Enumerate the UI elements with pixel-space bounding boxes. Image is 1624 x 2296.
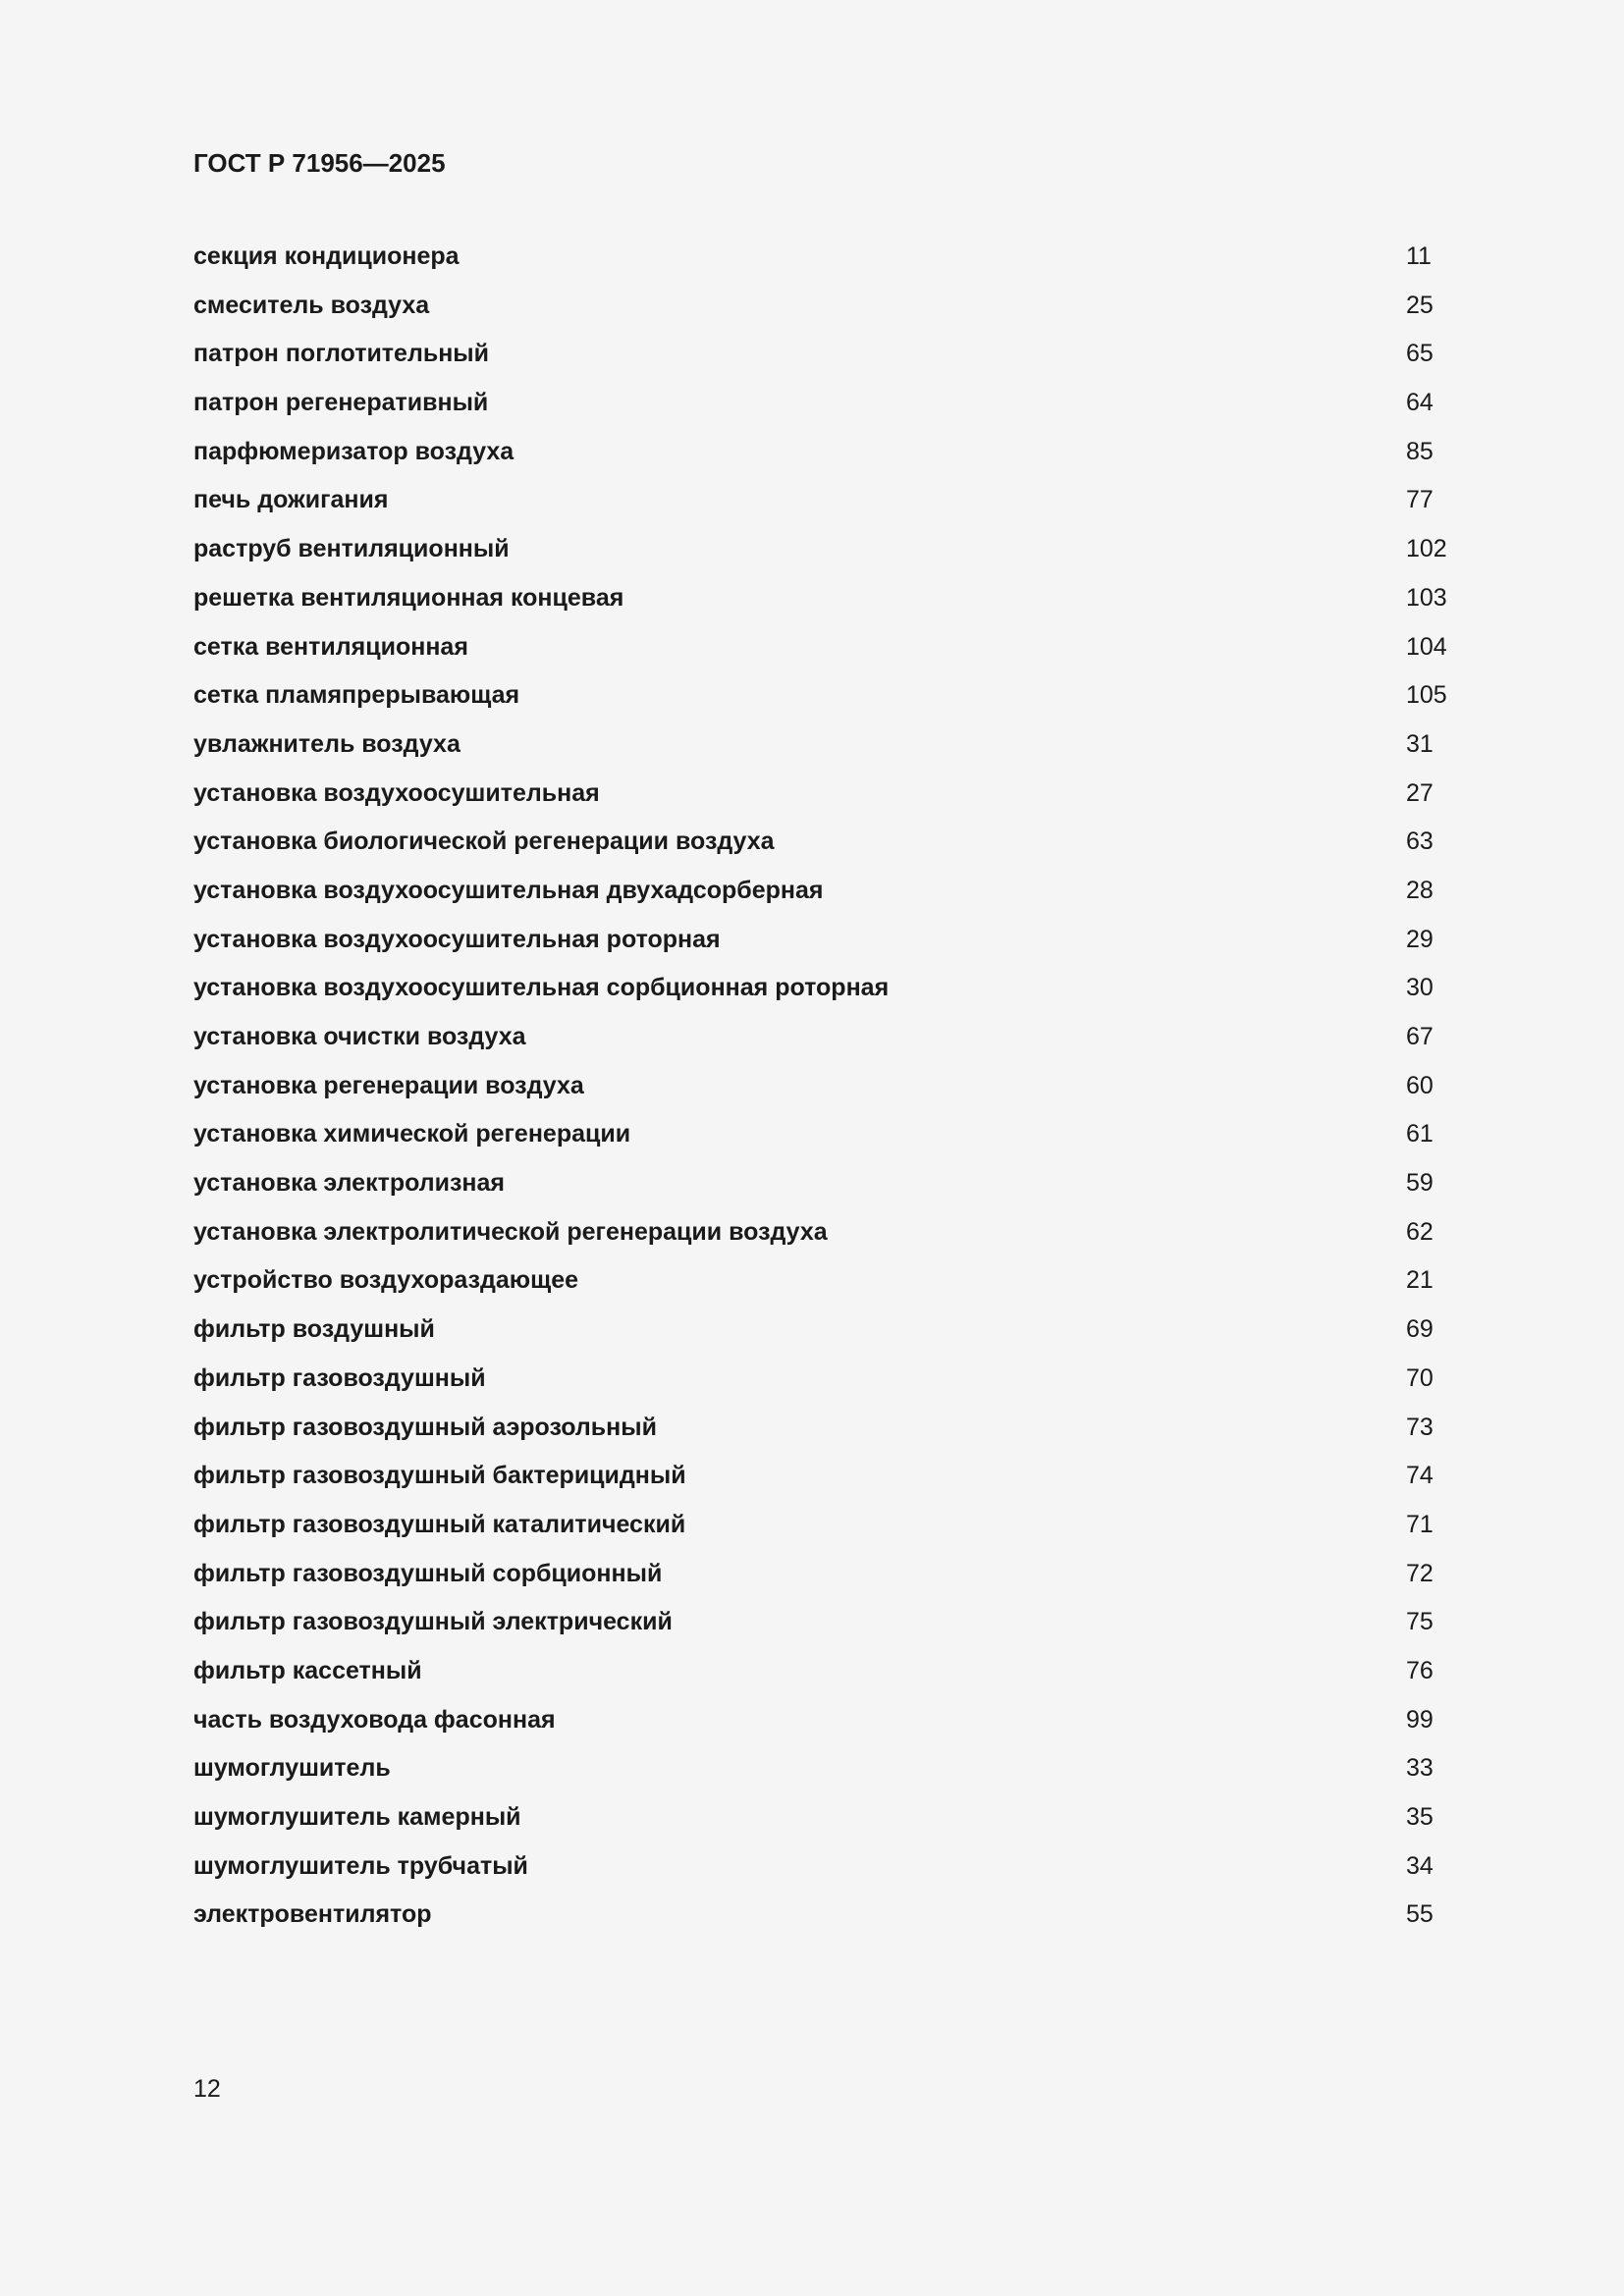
index-reference-number: 60 — [1406, 1071, 1434, 1099]
index-reference-number: 62 — [1406, 1217, 1434, 1246]
index-reference-number: 59 — [1406, 1169, 1434, 1198]
index-term: фильтр газовоздушный каталитический — [193, 1510, 686, 1538]
index-term: электровентилятор — [193, 1900, 432, 1929]
index-row — [193, 1850, 1470, 1899]
index-reference-number: 67 — [1406, 1023, 1434, 1050]
index-term: секция кондиционера — [193, 242, 460, 270]
index-term: установка воздухоосушительная двухадсорберная — [193, 876, 824, 904]
index-term: установка воздухоосушительная роторная — [193, 925, 721, 953]
index-reference-number: 103 — [1406, 583, 1447, 612]
index-reference-number: 11 — [1406, 242, 1432, 270]
index-term: фильтр воздушный — [193, 1315, 435, 1344]
index-row — [193, 1216, 1470, 1265]
index-reference-number: 77 — [1406, 486, 1434, 514]
index-term: установка биологической регенерации воздуха — [193, 828, 775, 856]
index-row — [193, 1264, 1470, 1313]
index-reference-number: 104 — [1406, 632, 1447, 661]
index-reference-number: 29 — [1406, 925, 1434, 953]
index-row — [193, 1313, 1470, 1362]
index-row — [193, 1070, 1470, 1119]
index-row — [193, 1167, 1470, 1216]
document-header: ГОСТ Р 71956—2025 — [193, 148, 446, 178]
index-reference-number: 73 — [1406, 1413, 1434, 1441]
index-reference-number: 27 — [1406, 778, 1434, 807]
index-row — [193, 582, 1470, 631]
index-row — [193, 290, 1470, 339]
index-term: фильтр газовоздушный аэрозольный — [193, 1413, 657, 1441]
term-index-list — [193, 240, 1470, 1948]
index-term: увлажнитель воздуха — [193, 729, 460, 758]
index-reference-number: 35 — [1406, 1803, 1434, 1831]
index-row — [193, 1898, 1470, 1948]
index-reference-number: 21 — [1406, 1266, 1434, 1295]
index-term: установка электролитической регенерации воздуха — [193, 1217, 828, 1246]
index-row — [193, 387, 1470, 436]
index-row — [193, 338, 1470, 387]
index-row — [193, 1460, 1470, 1509]
index-term: смеситель воздуха — [193, 291, 430, 319]
index-row — [193, 777, 1470, 827]
index-reference-number: 75 — [1406, 1608, 1434, 1636]
index-row — [193, 1509, 1470, 1558]
index-term: парфюмеризатор воздуха — [193, 437, 514, 465]
index-row — [193, 924, 1470, 973]
index-row — [193, 728, 1470, 777]
index-reference-number: 61 — [1406, 1120, 1434, 1148]
index-term: сетка вентиляционная — [193, 632, 468, 661]
index-reference-number: 55 — [1406, 1900, 1434, 1929]
index-term: устройство воздухораздающее — [193, 1266, 579, 1295]
index-term: установка очистки воздуха — [193, 1023, 526, 1050]
index-reference-number: 28 — [1406, 876, 1434, 904]
index-term: часть воздуховода фасонная — [193, 1705, 556, 1734]
index-term: шумоглушитель трубчатый — [193, 1851, 528, 1880]
index-row — [193, 1655, 1470, 1704]
index-row — [193, 826, 1470, 875]
index-term: сетка пламяпрерывающая — [193, 681, 520, 710]
index-term: фильтр газовоздушный — [193, 1363, 486, 1392]
index-term: фильтр газовоздушный электрический — [193, 1608, 673, 1636]
index-row — [193, 484, 1470, 533]
index-term: фильтр газовоздушный сорбционный — [193, 1559, 663, 1587]
index-row — [193, 679, 1470, 728]
page-number: 12 — [193, 2075, 221, 2103]
index-reference-number: 25 — [1406, 291, 1434, 319]
index-term: фильтр газовоздушный бактерицидный — [193, 1462, 686, 1490]
index-term: шумоглушитель камерный — [193, 1803, 521, 1831]
index-reference-number: 71 — [1406, 1510, 1434, 1538]
index-term: установка электролизная — [193, 1169, 506, 1198]
index-term: патрон регенеративный — [193, 389, 489, 417]
index-reference-number: 65 — [1406, 340, 1434, 368]
index-row — [193, 1606, 1470, 1655]
index-term: шумоглушитель — [193, 1754, 391, 1783]
index-row — [193, 436, 1470, 485]
index-row — [193, 1412, 1470, 1461]
index-reference-number: 63 — [1406, 828, 1434, 856]
index-term: раструб вентиляционный — [193, 535, 510, 563]
index-reference-number: 30 — [1406, 974, 1434, 1002]
index-term: установка химической регенерации — [193, 1120, 631, 1148]
index-term: установка воздухоосушительная сорбционная роторная — [193, 974, 890, 1002]
index-term: решетка вентиляционная концевая — [193, 583, 624, 612]
index-reference-number: 105 — [1406, 681, 1447, 710]
index-reference-number: 34 — [1406, 1851, 1434, 1880]
index-term: установка воздухоосушительная — [193, 778, 600, 807]
index-row — [193, 1362, 1470, 1412]
index-row — [193, 1118, 1470, 1167]
index-reference-number: 99 — [1406, 1705, 1434, 1734]
index-reference-number: 102 — [1406, 535, 1447, 563]
index-term: фильтр кассетный — [193, 1656, 422, 1684]
index-reference-number: 74 — [1406, 1462, 1434, 1490]
index-row — [193, 1801, 1470, 1850]
index-row — [193, 240, 1470, 290]
index-term: патрон поглотительный — [193, 340, 490, 368]
index-row — [193, 1752, 1470, 1801]
index-reference-number: 85 — [1406, 437, 1434, 465]
index-term: установка регенерации воздуха — [193, 1071, 584, 1099]
index-reference-number: 31 — [1406, 729, 1434, 758]
index-reference-number: 72 — [1406, 1559, 1434, 1587]
index-row — [193, 533, 1470, 582]
index-term: печь дожигания — [193, 486, 389, 514]
index-reference-number: 76 — [1406, 1656, 1434, 1684]
index-reference-number: 33 — [1406, 1754, 1434, 1783]
index-row — [193, 631, 1470, 680]
index-reference-number: 69 — [1406, 1315, 1434, 1344]
index-row — [193, 1704, 1470, 1753]
index-row — [193, 972, 1470, 1021]
index-row — [193, 1558, 1470, 1607]
index-reference-number: 70 — [1406, 1363, 1434, 1392]
index-row — [193, 1021, 1470, 1070]
index-reference-number: 64 — [1406, 389, 1434, 417]
index-row — [193, 875, 1470, 924]
